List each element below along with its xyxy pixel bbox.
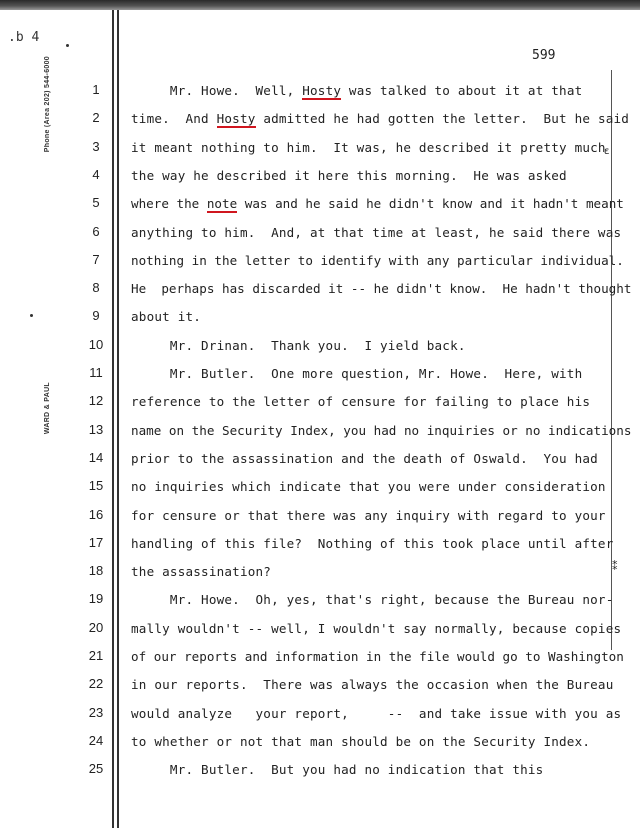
side-firm-label: WARD & PAUL	[44, 382, 51, 435]
transcript-line	[131, 592, 614, 607]
line-text: Mr. Butler. But you had no indication that this	[131, 762, 544, 778]
line-number: 9	[92, 308, 100, 324]
line-text: for censure or that there was any inquiry with regard to your	[131, 507, 606, 523]
margin-rule-right	[117, 10, 119, 828]
transcript-line	[131, 309, 201, 324]
transcript-line	[131, 479, 606, 494]
transcript-line	[131, 394, 590, 409]
line-text: in our reports. There was always the occasion when the Bureau	[131, 677, 614, 693]
line-number: 16	[88, 506, 104, 522]
line-number: 21	[88, 648, 104, 663]
page-number: 599	[532, 48, 556, 63]
line-text: about it.	[131, 309, 202, 325]
line-number: 5	[92, 195, 100, 211]
line-number: 10	[88, 336, 104, 352]
line-number: 7	[92, 251, 100, 267]
transcript-line	[131, 677, 614, 692]
line-text: handling of this file? Nothing of this took place until after	[131, 535, 614, 551]
line-text: anything to him. And, at that time at least, he said there was	[131, 224, 622, 240]
line-text: admitted he had gotten the letter. But he said	[255, 111, 630, 127]
line-text: He perhaps has discarded it -- he didn't know. He hadn't thought	[131, 281, 632, 297]
line-number: 12	[88, 393, 104, 409]
underlined-word: Hosty	[216, 111, 256, 127]
line-number: 11	[89, 365, 103, 380]
transcript-line	[131, 281, 631, 296]
transcript-line	[131, 706, 621, 721]
margin-mark: ɛ	[604, 146, 610, 157]
line-text: prior to the assassination and the death of Oswald. You had	[131, 450, 598, 466]
line-text: was and he said he didn't know and it hadn't meant	[237, 196, 624, 212]
line-text: to whether or not that man should be on the Security Index.	[131, 733, 591, 749]
line-number: 25	[88, 761, 104, 777]
side-phone-label: Phone (Area 202) 544-6000	[44, 56, 51, 153]
line-text: no inquiries which indicate that you were under consideration	[131, 479, 606, 495]
line-number: 20	[88, 619, 104, 635]
transcript-line	[131, 451, 598, 466]
line-number: 23	[88, 704, 104, 720]
line-number: 2	[92, 110, 100, 126]
transcript-line	[131, 508, 606, 523]
line-text: the way he described it here this morning. He was asked	[131, 167, 567, 183]
document-label: .b 4	[8, 30, 40, 45]
transcript-line	[131, 83, 582, 98]
line-text: the assassination?	[131, 564, 272, 580]
line-text: nothing in the letter to identify with any particular individual.	[131, 252, 624, 268]
transcript-line	[131, 423, 631, 438]
transcript-line	[131, 564, 271, 579]
transcript-line	[131, 253, 624, 268]
line-text: mally wouldn't -- well, I wouldn't say normally, because copies	[131, 620, 622, 636]
transcript-line	[131, 111, 629, 126]
line-number: 8	[92, 280, 100, 296]
scan-speck	[66, 44, 69, 47]
line-text: Mr. Howe. Oh, yes, that's right, because the Bureau nor-	[131, 592, 614, 608]
line-text: Mr. Howe. Well,	[131, 83, 303, 98]
transcript-line	[131, 225, 621, 240]
line-text: Mr. Drinan. Thank you. I yield back.	[131, 337, 466, 353]
line-text: Mr. Butler. One more question, Mr. Howe. Here, with	[131, 366, 583, 381]
line-number: 19	[88, 591, 104, 607]
line-text: where the	[131, 196, 207, 212]
transcript-line	[131, 762, 543, 777]
line-text: it meant nothing to him. It was, he described it pretty much	[131, 139, 606, 155]
line-text: was talked to about it at that	[341, 83, 583, 98]
line-number: 22	[88, 676, 104, 692]
line-number: 14	[88, 449, 104, 465]
line-text: time. And	[131, 111, 217, 127]
line-number: 6	[92, 223, 100, 239]
scan-top-border	[0, 0, 640, 10]
line-number: 13	[88, 421, 104, 437]
line-number: 4	[92, 166, 100, 182]
transcript-line	[131, 366, 582, 381]
line-text: reference to the letter of censure for failing to place his	[131, 394, 591, 410]
line-number: 17	[88, 534, 104, 550]
transcript-line	[131, 734, 590, 749]
scan-speck	[30, 314, 33, 317]
transcript-line	[131, 196, 624, 211]
line-number: 18	[88, 563, 104, 579]
line-text: of our reports and information in the file would go to Washington	[131, 649, 624, 664]
line-text: name on the Security Index, you had no inquiries or no indications	[131, 422, 632, 438]
transcript-line	[131, 168, 567, 183]
line-number: 15	[88, 478, 104, 494]
line-number: 3	[92, 138, 100, 154]
underlined-word: note	[206, 196, 238, 212]
transcript-line	[131, 140, 606, 155]
transcript-line	[131, 649, 624, 664]
transcript-line	[131, 621, 621, 636]
line-text: would analyze your report, -- and take issue with you as	[131, 705, 622, 721]
line-number: 24	[88, 732, 104, 748]
transcript-line	[131, 536, 614, 551]
transcript-line	[131, 338, 466, 353]
line-number: 1	[92, 82, 100, 97]
margin-mark: ⁑	[612, 560, 618, 573]
underlined-word: Hosty	[302, 83, 342, 98]
margin-rule-left	[112, 10, 114, 828]
